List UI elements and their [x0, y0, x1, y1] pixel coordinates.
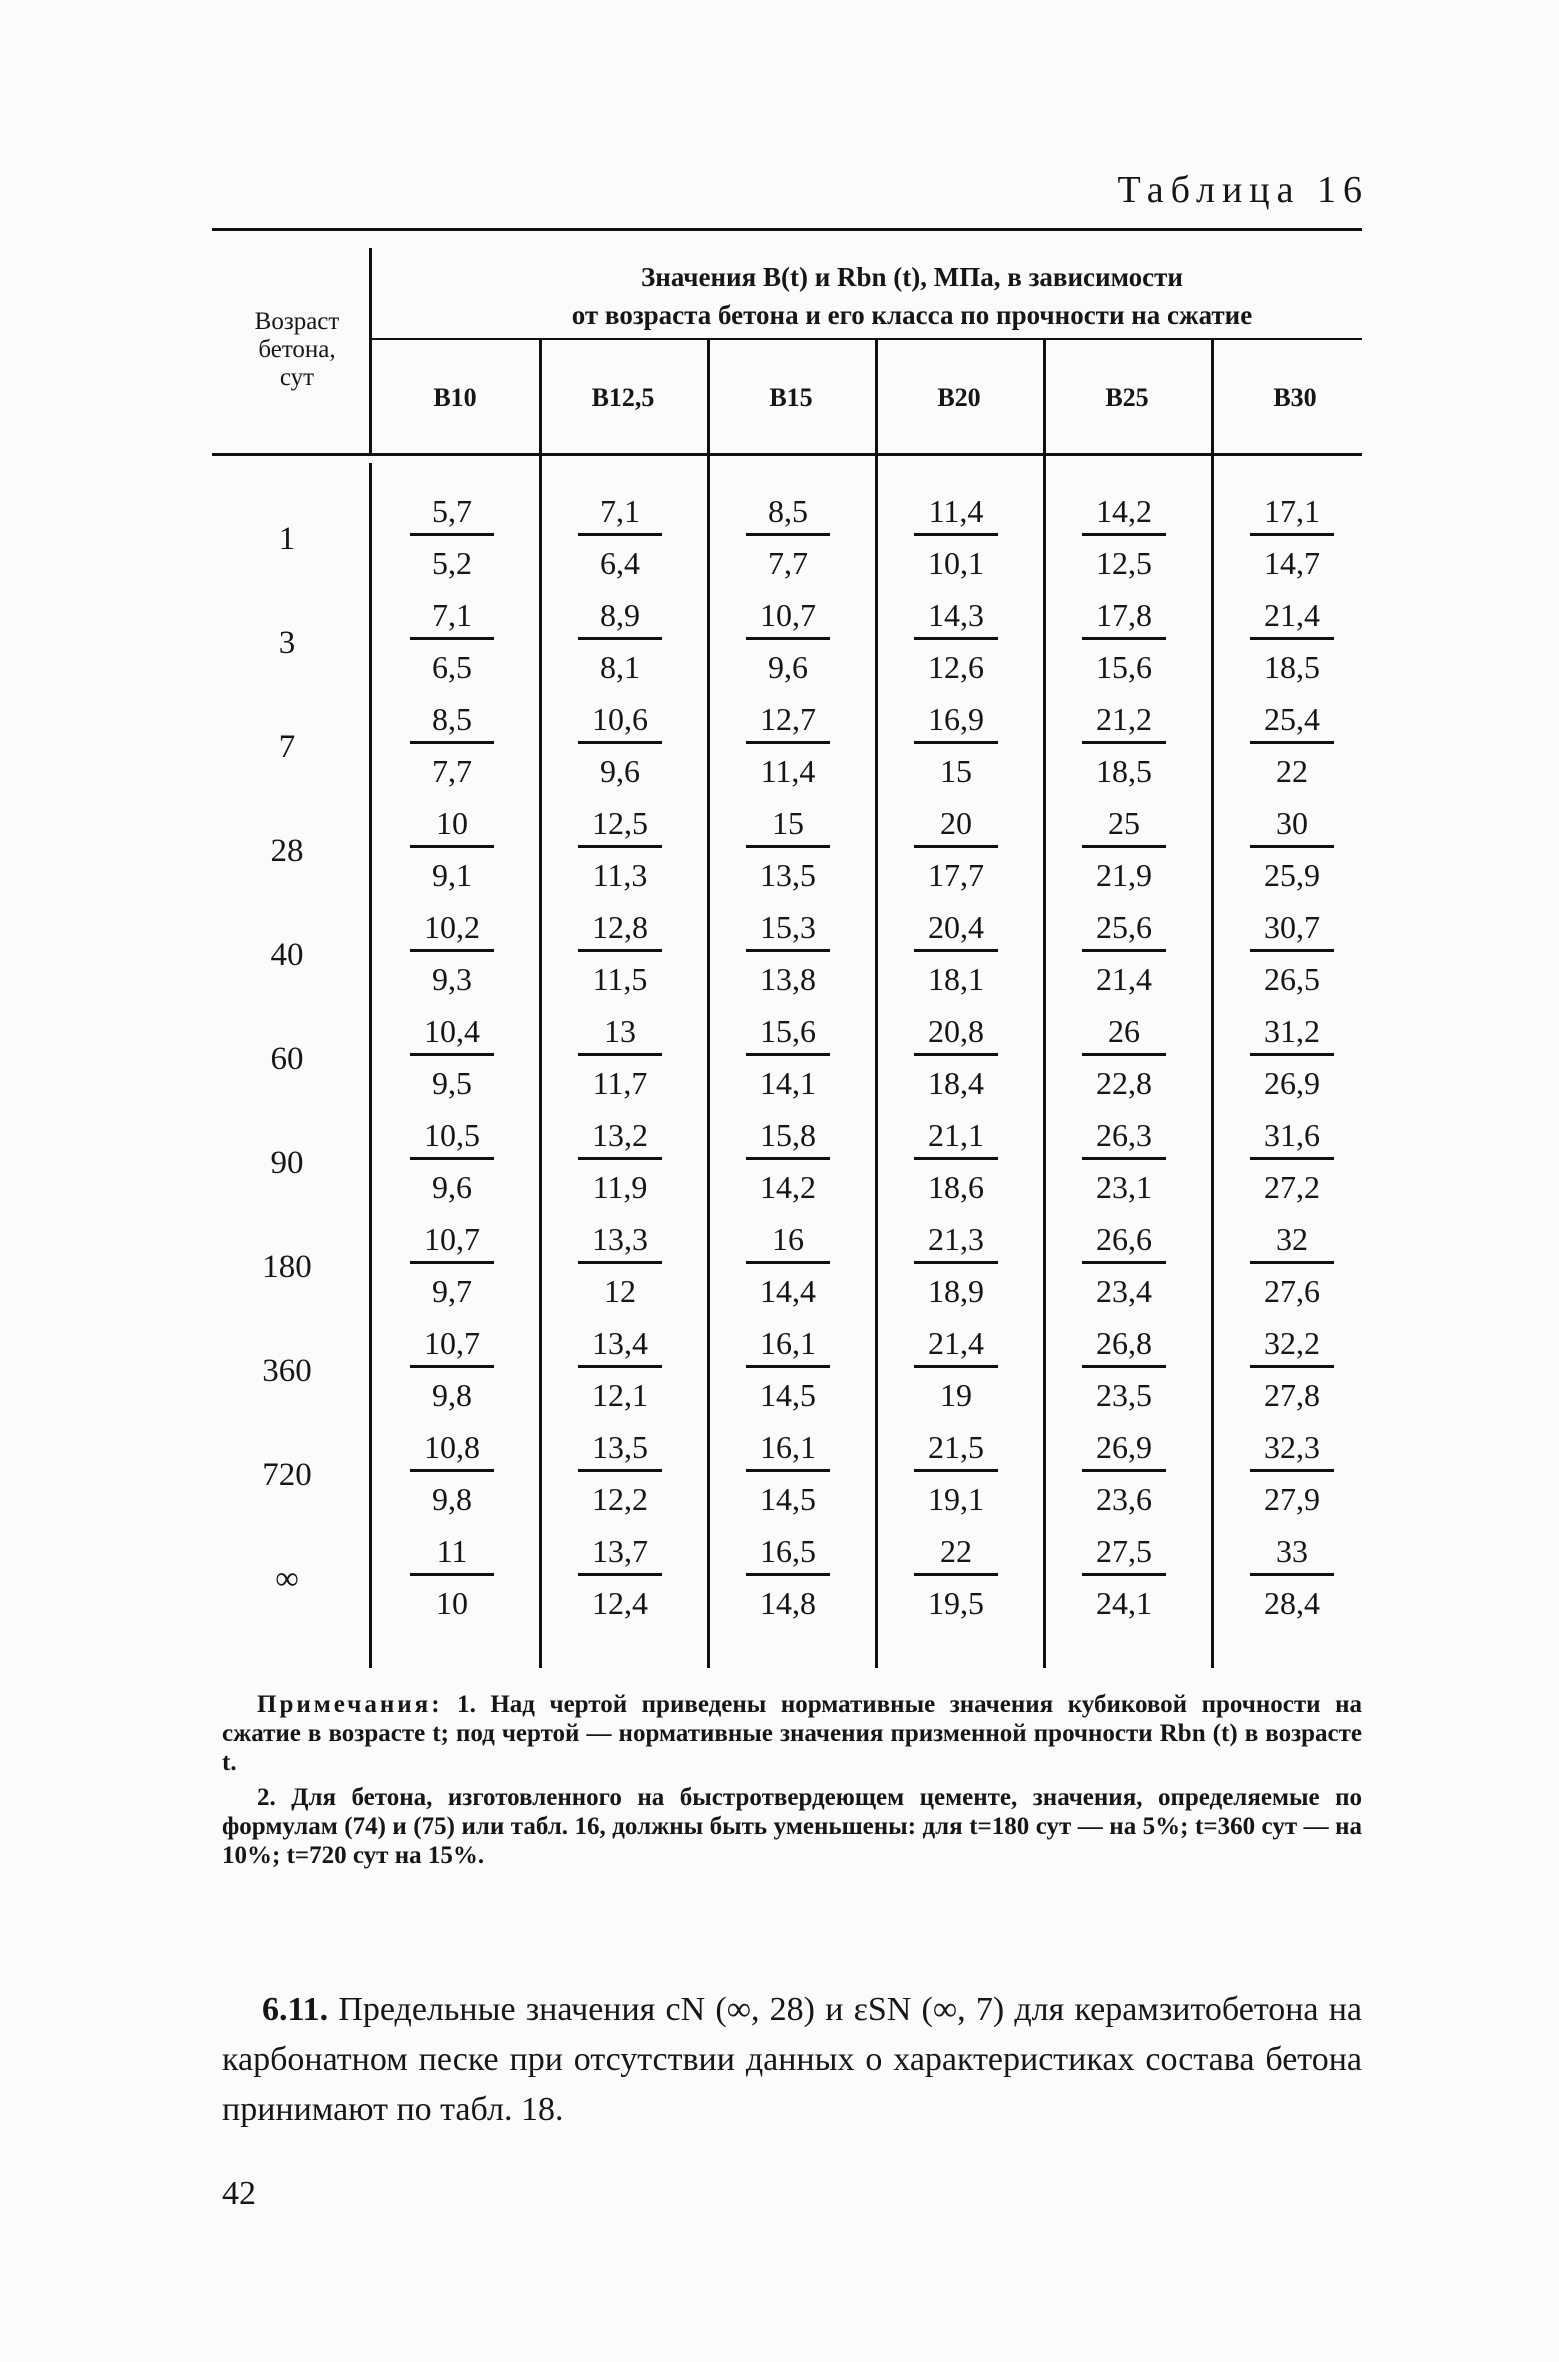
prism-strength-value: 14,5 [760, 1377, 816, 1413]
value-cell [1222, 1221, 1362, 1325]
section-number: 6.11. [262, 1991, 329, 2028]
table-rule-header [212, 453, 1362, 456]
prism-strength-value: 12 [604, 1273, 636, 1309]
value-cell [1054, 493, 1194, 597]
value-cell [886, 1117, 1026, 1221]
value-cell [382, 701, 522, 805]
cube-strength-value: 21,4 [1250, 599, 1334, 640]
prism-strength-value: 15,6 [1096, 649, 1152, 685]
cube-strength-value: 26,3 [1082, 1119, 1166, 1160]
value-cell [382, 1429, 522, 1533]
cube-strength-value: 13,7 [578, 1535, 662, 1576]
cube-strength-value: 33 [1250, 1535, 1334, 1576]
value-cell [550, 909, 690, 1013]
values-column-header [462, 258, 1362, 334]
prism-strength-value: 18,6 [928, 1169, 984, 1205]
prism-strength-value: 12,2 [592, 1481, 648, 1517]
prism-strength-value: 10,1 [928, 545, 984, 581]
cube-strength-value: 25,6 [1082, 911, 1166, 952]
cube-strength-value: 10,6 [578, 703, 662, 744]
value-cell [550, 1013, 690, 1117]
prism-strength-value: 23,1 [1096, 1169, 1152, 1205]
cube-strength-value: 10,8 [410, 1431, 494, 1472]
cube-strength-value: 17,1 [1250, 495, 1334, 536]
cube-strength-value: 10,7 [746, 599, 830, 640]
class-header-b12-5: B12,5 [591, 383, 655, 412]
value-cell [550, 1117, 690, 1221]
prism-strength-value: 18,5 [1264, 649, 1320, 685]
prism-strength-value: 27,2 [1264, 1169, 1320, 1205]
cube-strength-value: 14,3 [914, 599, 998, 640]
value-cell [718, 909, 858, 1013]
value-cell [886, 1533, 1026, 1637]
prism-strength-value: 27,6 [1264, 1273, 1320, 1309]
age-cell: 360 [262, 1353, 312, 1389]
cube-strength-value: 27,5 [1082, 1535, 1166, 1576]
prism-strength-value: 12,5 [1096, 545, 1152, 581]
table-vline-1 [539, 338, 542, 1668]
prism-strength-value: 13,5 [760, 857, 816, 893]
value-cell [1222, 1533, 1362, 1637]
value-cell [382, 493, 522, 597]
cube-strength-value: 21,3 [914, 1223, 998, 1264]
prism-strength-value: 26,9 [1264, 1065, 1320, 1101]
prism-strength-value: 19,1 [928, 1481, 984, 1517]
cube-strength-value: 25 [1082, 807, 1166, 848]
table-vline-5 [1211, 338, 1214, 1668]
value-cell [718, 493, 858, 597]
prism-strength-value: 23,5 [1096, 1377, 1152, 1413]
prism-strength-value: 18,1 [928, 961, 984, 997]
page-number: 42 [222, 2175, 256, 2212]
value-cell [550, 701, 690, 805]
value-cell [382, 1117, 522, 1221]
prism-strength-value: 27,9 [1264, 1481, 1320, 1517]
prism-strength-value: 14,5 [760, 1481, 816, 1517]
value-cell [550, 1533, 690, 1637]
value-cell [550, 805, 690, 909]
value-cell [1054, 1325, 1194, 1429]
prism-strength-value: 9,6 [768, 649, 808, 685]
cube-strength-value: 30,7 [1250, 911, 1334, 952]
value-cell [718, 1533, 858, 1637]
section-6-11 [222, 1985, 1362, 2135]
table-caption: Таблица 16 [1117, 169, 1369, 211]
note-1 [222, 1690, 1362, 1777]
cube-strength-value: 32,2 [1250, 1327, 1334, 1368]
value-cell [886, 1325, 1026, 1429]
cube-strength-value: 12,7 [746, 703, 830, 744]
value-cell [1054, 597, 1194, 701]
prism-strength-value: 21,9 [1096, 857, 1152, 893]
prism-strength-value: 27,8 [1264, 1377, 1320, 1413]
cube-strength-value: 25,4 [1250, 703, 1334, 744]
value-cell [1222, 1325, 1362, 1429]
prism-strength-value: 22 [1276, 753, 1308, 789]
value-cell [718, 701, 858, 805]
value-cell [1222, 493, 1362, 597]
cube-strength-value: 12,8 [578, 911, 662, 952]
age-cell: 180 [262, 1249, 312, 1285]
value-cell [886, 1429, 1026, 1533]
value-cell [382, 909, 522, 1013]
class-header-b20: B20 [937, 383, 981, 412]
value-cell [550, 597, 690, 701]
age-cell: 720 [262, 1457, 312, 1493]
prism-strength-value: 9,8 [432, 1377, 472, 1413]
value-cell [718, 805, 858, 909]
value-cell [1222, 909, 1362, 1013]
prism-strength-value: 9,3 [432, 961, 472, 997]
cube-strength-value: 15,3 [746, 911, 830, 952]
cube-strength-value: 10 [410, 807, 494, 848]
cube-strength-value: 26 [1082, 1015, 1166, 1056]
values-header-line: Значения B(t) и Rbn (t), МПа, в зависимости [641, 262, 1183, 292]
value-cell [1222, 701, 1362, 805]
prism-strength-value: 21,4 [1096, 961, 1152, 997]
value-cell [718, 1013, 858, 1117]
prism-strength-value: 24,1 [1096, 1585, 1152, 1621]
cube-strength-value: 13,5 [578, 1431, 662, 1472]
prism-strength-value: 14,4 [760, 1273, 816, 1309]
prism-strength-value: 19 [940, 1377, 972, 1413]
value-cell [550, 1221, 690, 1325]
cube-strength-value: 13 [578, 1015, 662, 1056]
value-cell [1054, 909, 1194, 1013]
cube-strength-value: 13,2 [578, 1119, 662, 1160]
note-2: 2. Для бетона, изготовленного на быстротвердеющем цементе, значения, определяемые по формулам (74) и (75) или табл. 16, должны быть уменьшены: для t=180 сут — на 5%; t=360 сут — на 10%; t=720 сут на 15%. [222, 1784, 1362, 1869]
prism-strength-value: 13,8 [760, 961, 816, 997]
cube-strength-value: 11,4 [914, 495, 998, 536]
value-cell [1222, 1013, 1362, 1117]
table-vline-age-body [369, 463, 372, 1668]
notes-lead: Примечания: [257, 1691, 443, 1718]
value-cell [382, 805, 522, 909]
table-vline-3 [875, 338, 878, 1668]
cube-strength-value: 15,8 [746, 1119, 830, 1160]
table-vline-4 [1043, 338, 1046, 1668]
cube-strength-value: 16,9 [914, 703, 998, 744]
cube-strength-value: 13,3 [578, 1223, 662, 1264]
cube-strength-value: 8,5 [410, 703, 494, 744]
prism-strength-value: 5,2 [432, 545, 472, 581]
value-cell [886, 701, 1026, 805]
value-cell [886, 1013, 1026, 1117]
cube-strength-value: 10,7 [410, 1223, 494, 1264]
cube-strength-value: 10,4 [410, 1015, 494, 1056]
age-cell: 7 [278, 729, 296, 765]
cube-strength-value: 7,1 [410, 599, 494, 640]
value-cell [718, 1117, 858, 1221]
cube-strength-value: 16 [746, 1223, 830, 1264]
prism-strength-value: 12,4 [592, 1585, 648, 1621]
value-cell [382, 1221, 522, 1325]
prism-strength-value: 25,9 [1264, 857, 1320, 893]
value-cell [1222, 1117, 1362, 1221]
cube-strength-value: 21,4 [914, 1327, 998, 1368]
cube-strength-value: 26,9 [1082, 1431, 1166, 1472]
prism-strength-value: 17,7 [928, 857, 984, 893]
value-cell [382, 1013, 522, 1117]
age-cell: 40 [270, 937, 304, 973]
table-rule-top [212, 228, 1362, 231]
cube-strength-value: 32,3 [1250, 1431, 1334, 1472]
value-cell [718, 1221, 858, 1325]
section-text: Предельные значения cN (∞, 28) и εSN (∞, 7) для керамзитобетона на карбонатном песке при отсутствии данных о характеристиках состава бетона принимают по табл. 18. [222, 1991, 1363, 2128]
prism-strength-value: 9,7 [432, 1273, 472, 1309]
age-cell: 1 [278, 521, 296, 557]
cube-strength-value: 26,8 [1082, 1327, 1166, 1368]
age-header-line: Возраст [254, 308, 340, 335]
value-cell [1222, 597, 1362, 701]
value-cell [886, 493, 1026, 597]
cube-strength-value: 30 [1250, 807, 1334, 848]
prism-strength-value: 11,9 [592, 1169, 648, 1205]
value-cell [1054, 1533, 1194, 1637]
value-cell [886, 909, 1026, 1013]
prism-strength-value: 19,5 [928, 1585, 984, 1621]
prism-strength-value: 11,5 [592, 961, 648, 997]
cube-strength-value: 21,2 [1082, 703, 1166, 744]
prism-strength-value: 9,6 [432, 1169, 472, 1205]
value-cell [1054, 1117, 1194, 1221]
value-cell [1054, 701, 1194, 805]
cube-strength-value: 32 [1250, 1223, 1334, 1264]
class-header-b30: B30 [1273, 383, 1317, 412]
cube-strength-value: 10,5 [410, 1119, 494, 1160]
cube-strength-value: 13,4 [578, 1327, 662, 1368]
prism-strength-value: 14,2 [760, 1169, 816, 1205]
prism-strength-value: 22,8 [1096, 1065, 1152, 1101]
prism-strength-value: 11,4 [760, 753, 816, 789]
data-table [212, 228, 1362, 1668]
prism-strength-value: 23,6 [1096, 1481, 1152, 1517]
value-cell [382, 597, 522, 701]
cube-strength-value: 16,1 [746, 1431, 830, 1472]
value-cell [1054, 1221, 1194, 1325]
value-cell [1222, 1429, 1362, 1533]
prism-strength-value: 14,7 [1264, 545, 1320, 581]
cube-strength-value: 8,9 [578, 599, 662, 640]
age-header-line: сут [279, 364, 315, 391]
value-cell [550, 493, 690, 597]
prism-strength-value: 7,7 [432, 753, 472, 789]
prism-strength-value: 12,6 [928, 649, 984, 685]
cube-strength-value: 10,7 [410, 1327, 494, 1368]
cube-strength-value: 20,4 [914, 911, 998, 952]
prism-strength-value: 6,4 [600, 545, 640, 581]
prism-strength-value: 14,8 [760, 1585, 816, 1621]
prism-strength-value: 11,3 [592, 857, 648, 893]
cube-strength-value: 31,2 [1250, 1015, 1334, 1056]
cube-strength-value: 10,2 [410, 911, 494, 952]
value-cell [550, 1429, 690, 1533]
value-cell [886, 805, 1026, 909]
cube-strength-value: 20 [914, 807, 998, 848]
value-cell [382, 1533, 522, 1637]
cube-strength-value: 17,8 [1082, 599, 1166, 640]
note-1-text: 1. Над чертой приведены нормативные значения кубиковой прочности на сжатие в возрасте t; под чертой — нормативные значения призменной прочности Rbn (t) в возрасте t. [222, 1691, 1362, 1776]
value-cell [550, 1325, 690, 1429]
prism-strength-value: 18,4 [928, 1065, 984, 1101]
cube-strength-value: 11 [410, 1535, 494, 1576]
prism-strength-value: 9,1 [432, 857, 472, 893]
cube-strength-value: 31,6 [1250, 1119, 1334, 1160]
cube-strength-value: 8,5 [746, 495, 830, 536]
prism-strength-value: 10 [436, 1585, 468, 1621]
prism-strength-value: 14,1 [760, 1065, 816, 1101]
prism-strength-value: 9,8 [432, 1481, 472, 1517]
values-header-line: от возраста бетона и его класса по прочности на сжатие [571, 300, 1253, 330]
prism-strength-value: 23,4 [1096, 1273, 1152, 1309]
prism-strength-value: 18,5 [1096, 753, 1152, 789]
value-cell [718, 597, 858, 701]
cube-strength-value: 16,1 [746, 1327, 830, 1368]
class-header-b15: B15 [769, 383, 813, 412]
prism-strength-value: 9,6 [600, 753, 640, 789]
cube-strength-value: 22 [914, 1535, 998, 1576]
cube-strength-value: 16,5 [746, 1535, 830, 1576]
prism-strength-value: 12,1 [592, 1377, 648, 1413]
prism-strength-value: 18,9 [928, 1273, 984, 1309]
age-column-header [222, 308, 372, 392]
cube-strength-value: 7,1 [578, 495, 662, 536]
cube-strength-value: 15 [746, 807, 830, 848]
class-header-b10: B10 [433, 383, 477, 412]
age-header-line: бетона, [258, 336, 336, 363]
value-cell [886, 597, 1026, 701]
class-header-b25: B25 [1105, 383, 1149, 412]
age-cell: 28 [270, 833, 304, 869]
cube-strength-value: 21,5 [914, 1431, 998, 1472]
age-cell: 3 [278, 625, 296, 661]
value-cell [1054, 1429, 1194, 1533]
prism-strength-value: 26,5 [1264, 961, 1320, 997]
value-cell [718, 1325, 858, 1429]
prism-strength-value: 6,5 [432, 649, 472, 685]
age-cell: 60 [270, 1041, 304, 1077]
prism-strength-value: 15 [940, 753, 972, 789]
cube-strength-value: 21,1 [914, 1119, 998, 1160]
value-cell [1054, 805, 1194, 909]
prism-strength-value: 11,7 [592, 1065, 648, 1101]
value-cell [1054, 1013, 1194, 1117]
value-cell [382, 1325, 522, 1429]
cube-strength-value: 14,2 [1082, 495, 1166, 536]
prism-strength-value: 7,7 [768, 545, 808, 581]
cube-strength-value: 20,8 [914, 1015, 998, 1056]
age-cell: ∞ [275, 1561, 299, 1597]
cube-strength-value: 15,6 [746, 1015, 830, 1056]
prism-strength-value: 9,5 [432, 1065, 472, 1101]
table-notes [222, 1690, 1362, 1876]
cube-strength-value: 12,5 [578, 807, 662, 848]
cube-strength-value: 5,7 [410, 495, 494, 536]
cube-strength-value: 26,6 [1082, 1223, 1166, 1264]
value-cell [718, 1429, 858, 1533]
prism-strength-value: 8,1 [600, 649, 640, 685]
value-cell [886, 1221, 1026, 1325]
prism-strength-value: 28,4 [1264, 1585, 1320, 1621]
age-cell: 90 [270, 1145, 304, 1181]
table-vline-2 [707, 338, 710, 1668]
value-cell [1222, 805, 1362, 909]
